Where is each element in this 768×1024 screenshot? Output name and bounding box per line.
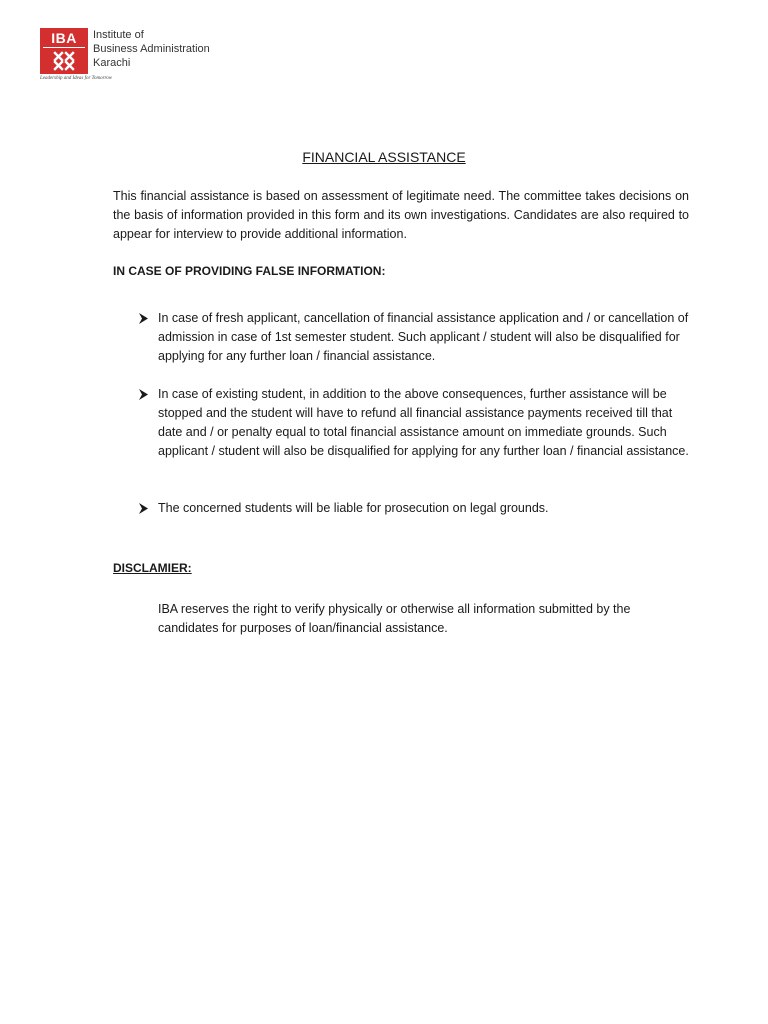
logo-tagline: Leadership and Ideas for Tomorrow: [40, 76, 113, 81]
arrowhead-bullet-icon: [137, 499, 151, 518]
iba-emblem-icon: [52, 50, 76, 72]
page-title: FINANCIAL ASSISTANCE: [302, 149, 466, 165]
list-item-text: In case of fresh applicant, cancellation of financial assistance application and / or cancellation of admission in case of 1st semester student. Such applicant / student will also be disqualified for applying for any further loan / financial assistance.: [158, 311, 689, 363]
false-information-heading: IN CASE OF PROVIDING FALSE INFORMATION:: [113, 264, 386, 278]
iba-logo-mark: [40, 28, 88, 74]
logo-mark-divider: [43, 47, 85, 48]
list-item-text: The concerned students will be liable for prosecution on legal grounds.: [158, 501, 549, 515]
disclaimer-heading: DISCLAMIER:: [113, 561, 192, 575]
logo-mark-text: IBA: [51, 30, 77, 46]
logo-line-3: Karachi: [93, 57, 131, 69]
disclaimer-paragraph: IBA reserves the right to verify physically or otherwise all information submitted by the candidates for purposes of loan/financial assistance.: [158, 602, 631, 635]
iba-logo: [40, 28, 220, 86]
list-item-text: In case of existing student, in addition to the above consequences, further assistance will be stopped and the student will have to refund all financial assistance payments received till that date and / or penalty equal to total financial assistance amount on immediate grounds. Such applicant / student will also be disqualified for applying for any further loan / financial assistance.: [158, 387, 689, 458]
intro-paragraph: This financial assistance is based on assessment of legitimate need. The committee takes decisions on the basis of information provided in this form and its own investigations. Candidates are also required to appear for interview to provide additional information.: [113, 189, 689, 241]
arrowhead-bullet-icon: [137, 385, 151, 404]
logo-line-1: Institute of: [93, 29, 144, 41]
logo-line-2: Business Administration: [93, 43, 210, 55]
logo-institution-name: [93, 28, 210, 70]
arrowhead-bullet-icon: [137, 309, 151, 328]
